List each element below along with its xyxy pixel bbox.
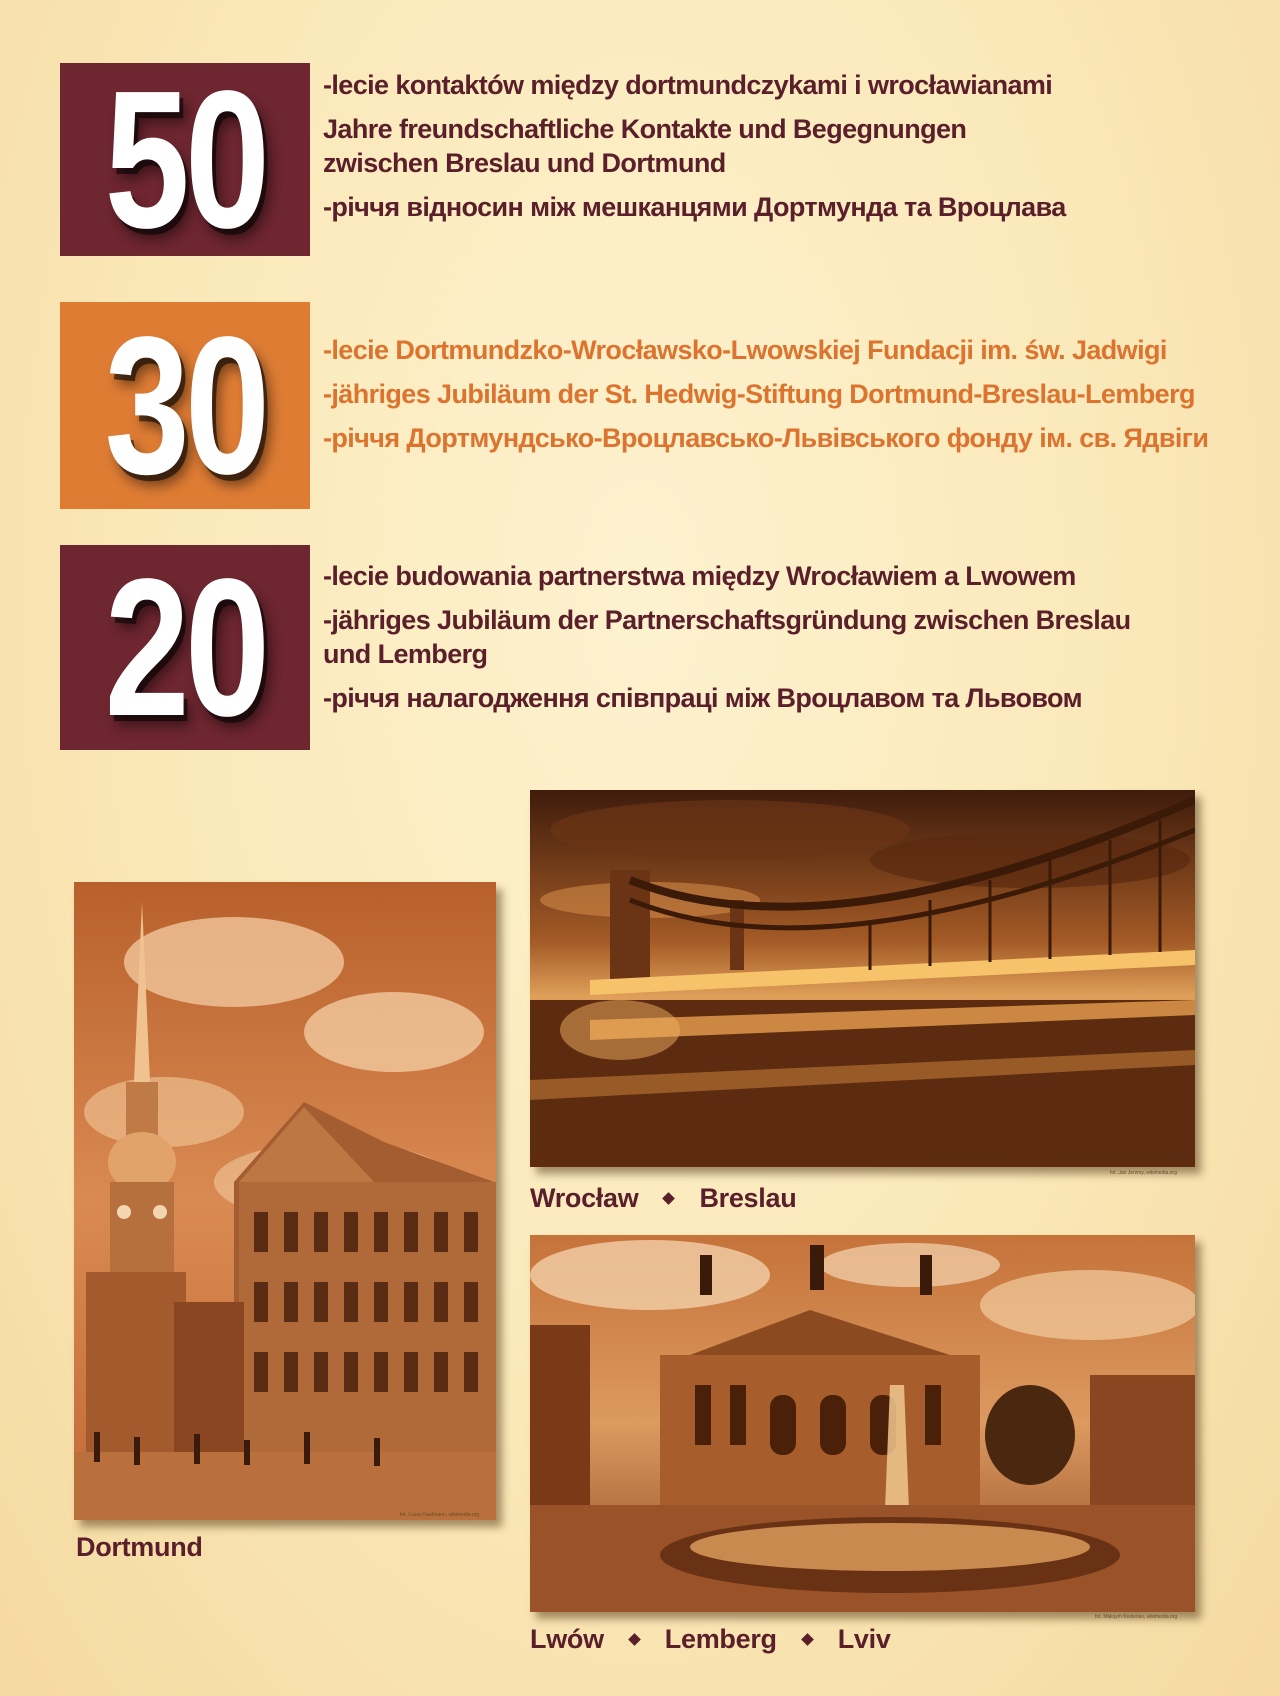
caption-text: Breslau [699, 1183, 797, 1213]
text-line: -jähriges Jubiläum der Partnerschaftsgründung zwischen Breslau [323, 605, 1131, 635]
text-line: -jähriges Jubiläum der St. Hedwig-Stiftung Dortmund-Breslau-Lemberg [323, 379, 1195, 409]
block-50-text [323, 68, 1253, 224]
diamond-separator-icon [663, 1192, 676, 1205]
text-line: -lecie budowania partnerstwa między Wrocławiem a Lwowem [323, 561, 1076, 591]
caption-text: Wrocław [530, 1183, 639, 1213]
text-line: -річчя Дортмундсько-Вроцлавсько-Львівського фонду ім. св. Ядвіги [323, 423, 1209, 453]
badge-50 [60, 49, 310, 269]
text-line: -річчя відносин між мешканцями Дортмунда та Вроцлава [323, 192, 1066, 222]
text-line: -річчя налагодження співпраці між Вроцлавом та Львовом [323, 683, 1082, 713]
caption-text: Lemberg [664, 1624, 777, 1654]
photo-credit: fot. Lucas Kaufmann, wikimedia.org [400, 1512, 480, 1518]
photo-credit: fot. Jan Jerzmy, wikimedia.org [1110, 1170, 1177, 1176]
lviv-caption [530, 1624, 891, 1655]
text-line: -lecie kontaktów między dortmundczykami i wrocławianami [323, 70, 1053, 100]
caption-text: Dortmund [76, 1532, 203, 1562]
dortmund-caption [76, 1532, 203, 1563]
diamond-separator-icon [801, 1633, 814, 1646]
wroclaw-caption [530, 1183, 796, 1214]
text-line: und Lemberg [323, 639, 488, 669]
badge-number: 50 [104, 49, 266, 269]
photo-credit: fot. Maksym Kozlenko, wikimedia.org [1095, 1614, 1178, 1620]
caption-text: Lviv [837, 1624, 891, 1654]
badge-number: 20 [104, 537, 266, 757]
block-30-text [323, 333, 1253, 455]
wroclaw-photo [530, 790, 1195, 1167]
text-line: zwischen Breslau und Dortmund [323, 148, 726, 178]
diamond-separator-icon [628, 1633, 641, 1646]
text-line: -lecie Dortmundzko-Wrocławsko-Lwowskiej Fundacji im. św. Jadwigi [323, 335, 1167, 365]
lviv-photo [530, 1235, 1195, 1612]
caption-text: Lwów [530, 1624, 604, 1654]
badge-20 [60, 537, 310, 757]
badge-30 [60, 295, 310, 515]
badge-number: 30 [104, 295, 266, 515]
block-20-text [323, 559, 1253, 715]
dortmund-photo [74, 882, 496, 1520]
text-line: Jahre freundschaftliche Kontakte und Begegnungen [323, 114, 967, 144]
